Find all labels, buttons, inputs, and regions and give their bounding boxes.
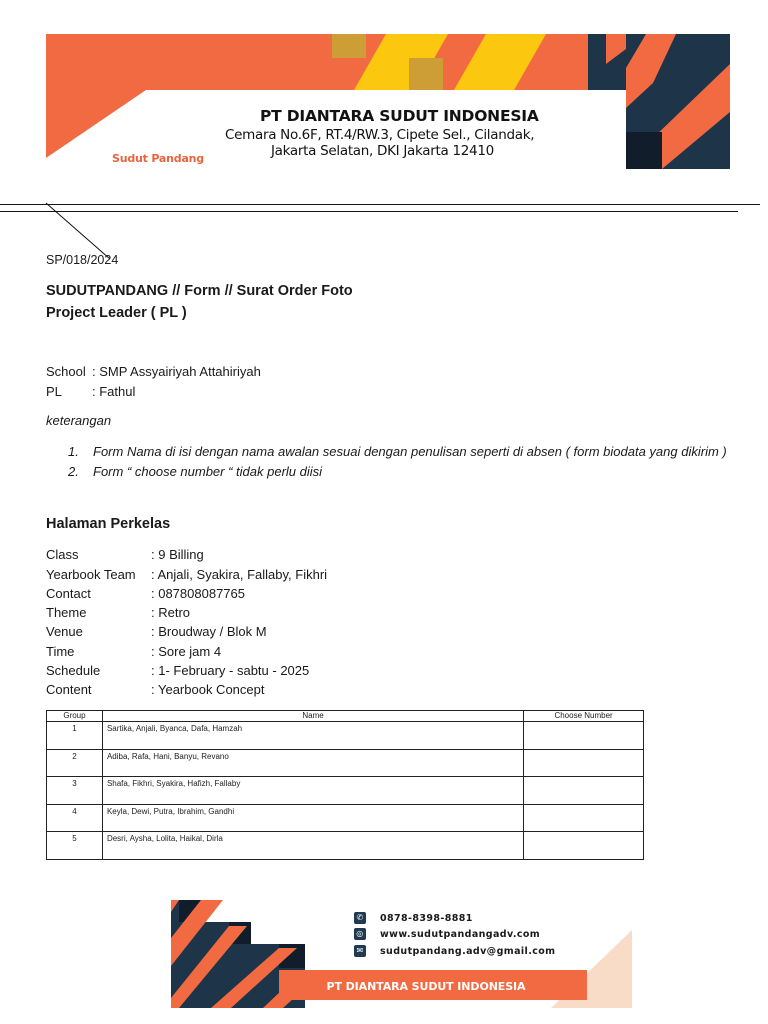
- choose-number-cell[interactable]: [524, 722, 644, 750]
- detail-label-contact: Contact: [46, 586, 91, 601]
- name-cell[interactable]: Keyla, Dewi, Putra, Ibrahim, Gandhi: [102, 804, 523, 832]
- pl-label: PL: [46, 384, 62, 399]
- choose-number-cell[interactable]: [524, 777, 644, 805]
- table-header-row: [47, 711, 644, 722]
- footer-website: [354, 928, 540, 940]
- company-address-line2: Jakarta Selatan, DKI Jakarta 12410: [271, 143, 494, 159]
- notes-heading: keterangan: [46, 413, 112, 428]
- table-row: [47, 832, 644, 860]
- table-row: [47, 804, 644, 832]
- company-address-line1: Cemara No.6F, RT.4/RW.3, Cipete Sel., Cilandak,: [225, 127, 535, 143]
- note-number: 2.: [68, 463, 79, 479]
- choose-number-cell[interactable]: [524, 832, 644, 860]
- group-cell: 3: [47, 777, 103, 805]
- footer-website-text[interactable]: www.sudutpandangadv.com: [380, 928, 541, 940]
- document-reference: SP/018/2024: [46, 253, 119, 267]
- footer-company-name: PT DIANTARA SUDUT INDONESIA: [326, 980, 526, 993]
- note-number: 1.: [68, 444, 79, 459]
- note-item: [68, 442, 738, 462]
- footer-email-text[interactable]: sudutpandang.adv@gmail.com: [380, 945, 556, 957]
- name-cell[interactable]: Adiba, Rafa, Hani, Banyu, Revano: [102, 749, 523, 777]
- document-subtitle: Project Leader ( PL ): [46, 305, 187, 321]
- pl-value: : Fathul: [92, 384, 136, 399]
- company-name: PT DIANTARA SUDUT INDONESIA: [260, 107, 539, 125]
- detail-value-content: : Yearbook Concept: [151, 682, 265, 697]
- column-header-name: Name: [102, 711, 523, 722]
- logo-caption: Sudut Pandang: [112, 152, 204, 165]
- name-cell[interactable]: Shafa, Fikhri, Syakira, Hafizh, Fallaby: [102, 777, 523, 805]
- detail-value-schedule: : 1- February - sabtu - 2025: [151, 663, 310, 678]
- detail-value-class: : 9 Billing: [151, 547, 204, 562]
- detail-value-theme: : Retro: [151, 605, 191, 620]
- column-header-group: Group: [47, 711, 103, 722]
- footer-phone-text[interactable]: 0878-8398-8881: [380, 912, 473, 924]
- group-cell: 5: [47, 832, 103, 860]
- detail-value-venue: : Broudway / Blok M: [151, 624, 267, 639]
- detail-label-yearbook-team: Yearbook Team: [46, 567, 136, 582]
- detail-label-schedule: Schedule: [46, 663, 101, 678]
- note-text: Form Nama di isi dengan nama awalan sesuai dengan penulisan seperti di absen ( form biodata yang dikirim ): [93, 444, 727, 459]
- school-value: : SMP Assyairiyah Attahiriyah: [92, 364, 261, 379]
- table-row: [47, 777, 644, 805]
- detail-label-content: Content: [46, 682, 92, 697]
- detail-label-theme: Theme: [46, 605, 87, 620]
- column-header-choose-number: Choose Number: [524, 711, 644, 722]
- detail-value-contact: : 087808087765: [151, 586, 245, 601]
- detail-value-yearbook-team: : Anjali, Syakira, Fallaby, Fikhri: [151, 567, 328, 582]
- group-cell: 1: [47, 722, 103, 750]
- choose-number-cell[interactable]: [524, 749, 644, 777]
- footer-banner: [171, 900, 632, 1008]
- name-cell[interactable]: Desri, Aysha, Lolita, Haikal, Dirla: [102, 832, 523, 860]
- mail-icon: ✉: [354, 945, 366, 957]
- globe-icon: ◎: [354, 928, 366, 940]
- choose-number-cell[interactable]: [524, 804, 644, 832]
- document-title: SUDUTPANDANG // Form // Surat Order Foto: [46, 283, 353, 299]
- note-item: [68, 462, 738, 482]
- detail-label-venue: Venue: [46, 624, 83, 639]
- detail-label-class: Class: [46, 547, 79, 562]
- table-row: [47, 749, 644, 777]
- group-cell: 4: [47, 804, 103, 832]
- notes-list: [68, 442, 738, 481]
- group-cell: 2: [47, 749, 103, 777]
- phone-icon: ✆: [354, 912, 366, 924]
- detail-label-time: Time: [46, 644, 75, 659]
- footer-phone: [354, 912, 473, 924]
- section-heading: Halaman Perkelas: [46, 516, 171, 532]
- footer-email: [354, 945, 555, 957]
- group-table: [46, 710, 644, 860]
- header-slash-line: [0, 0, 768, 280]
- table-row: [47, 722, 644, 750]
- school-label: School: [46, 364, 86, 379]
- name-cell[interactable]: Sartika, Anjali, Byanca, Dafa, Hamzah: [102, 722, 523, 750]
- note-text: Form “ choose number “ tidak perlu diisi: [93, 463, 323, 479]
- detail-value-time: : Sore jam 4: [151, 644, 222, 659]
